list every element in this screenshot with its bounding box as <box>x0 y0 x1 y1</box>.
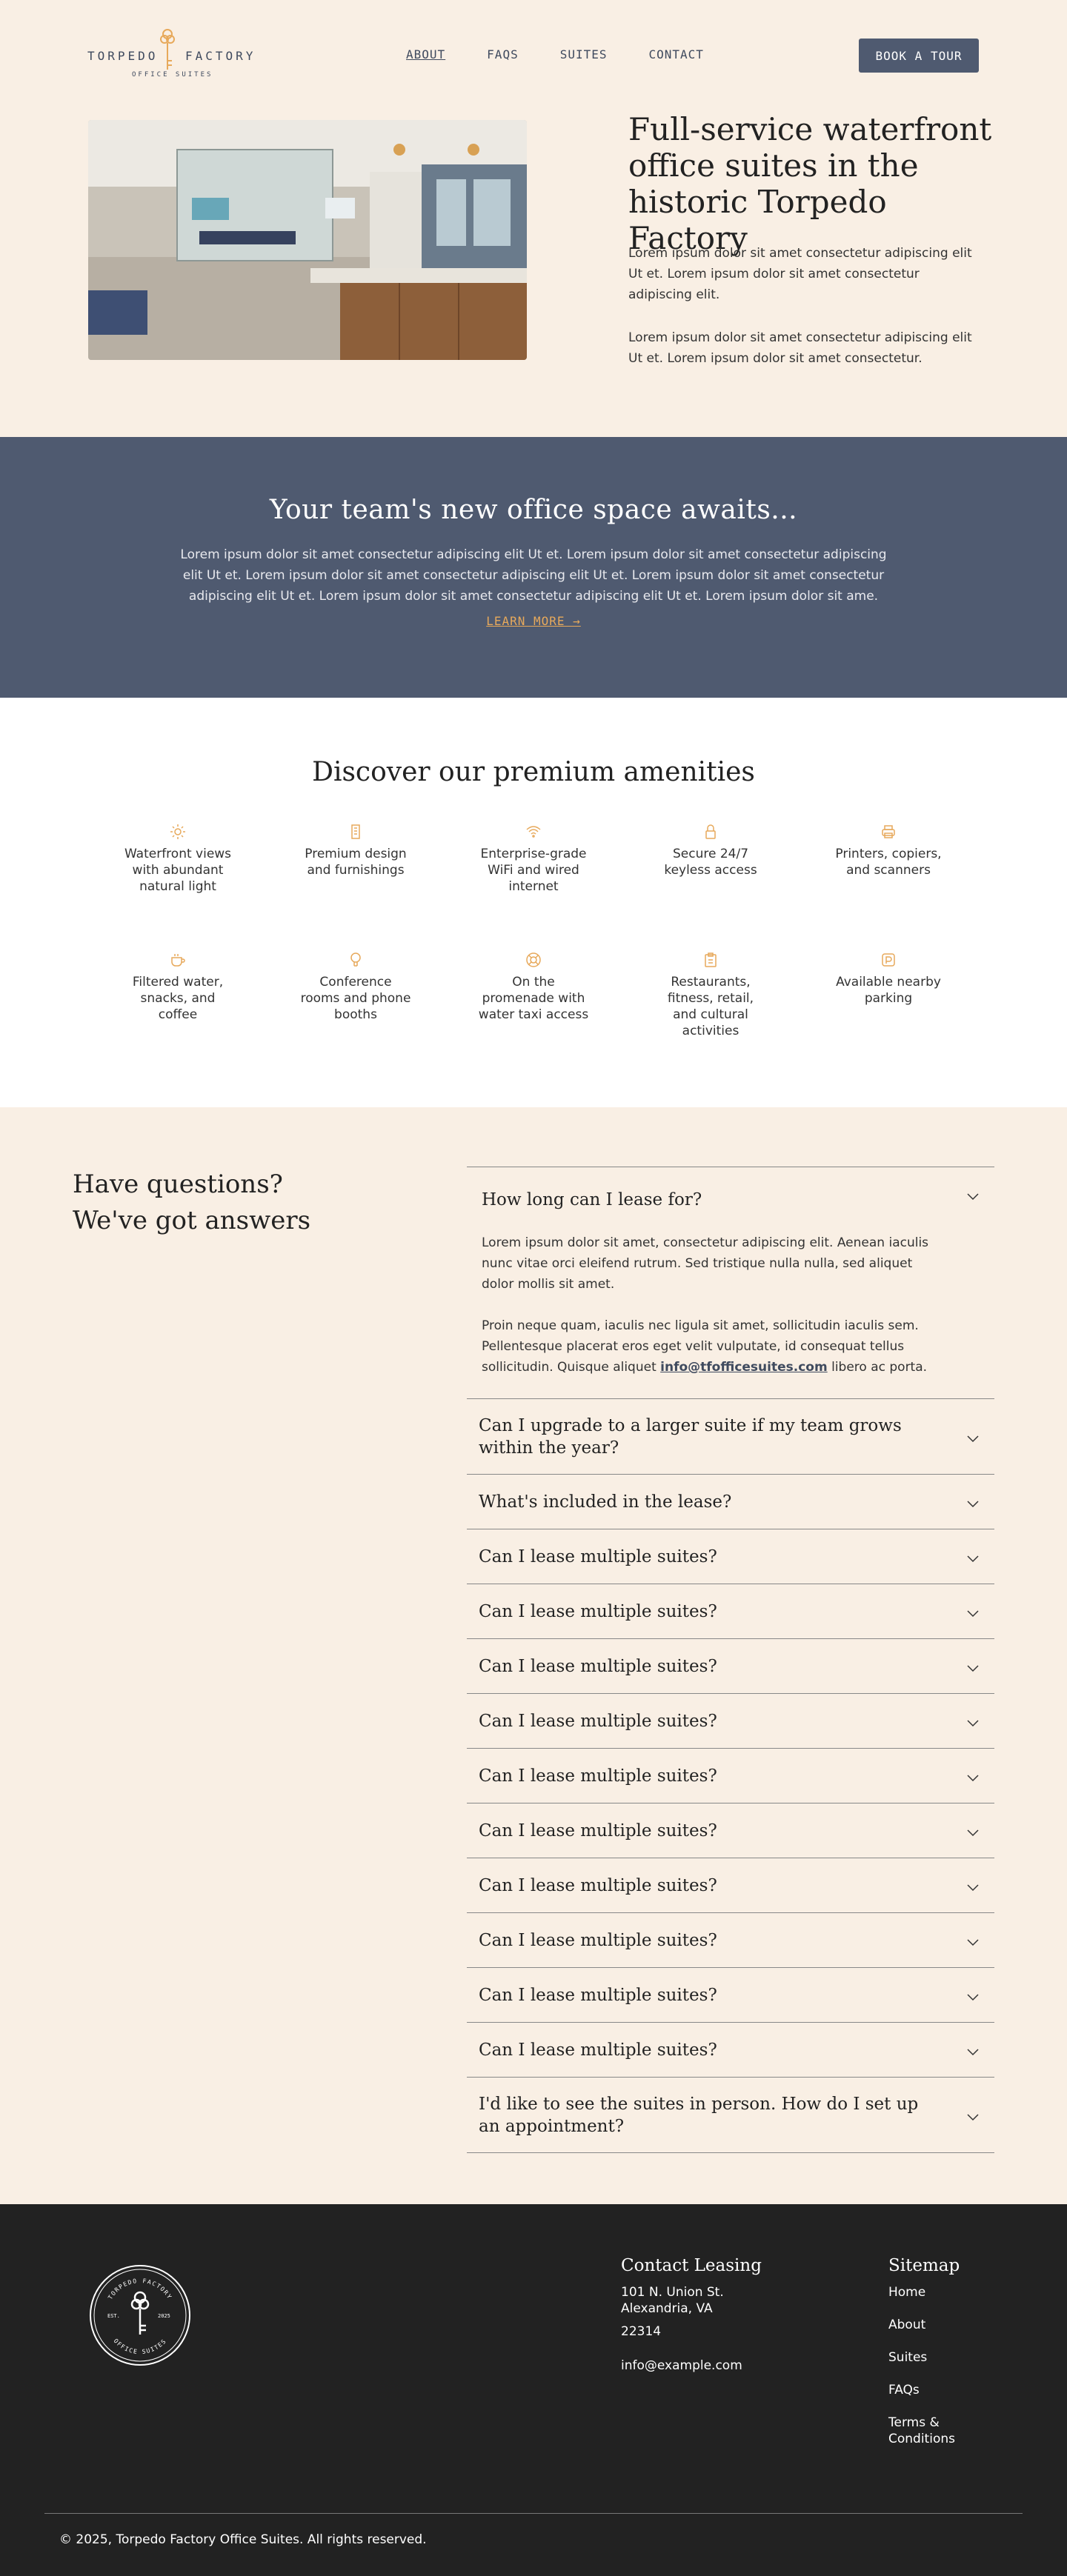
hero-title: Full-service waterfront office suites in the historic Torpedo Factory <box>628 111 992 256</box>
faq-question[interactable]: Can I lease multiple suites? <box>479 1601 717 1621</box>
site-footer <box>0 2204 1067 2576</box>
main-nav <box>406 47 745 61</box>
logo-tagline: OFFICE SUITES <box>132 71 213 79</box>
chevron-down-icon[interactable] <box>966 1609 980 1618</box>
amenity-label: Conference rooms and phone booths <box>300 975 411 1022</box>
sitemap-suites-link[interactable]: Suites <box>888 2350 928 2365</box>
faq-item[interactable] <box>467 1399 994 1475</box>
wifi-icon <box>525 824 542 840</box>
chevron-down-icon[interactable] <box>966 2113 980 2122</box>
sitemap-home-link[interactable]: Home <box>888 2285 926 2300</box>
faq-item[interactable] <box>467 1584 994 1639</box>
chevron-down-icon[interactable] <box>966 1883 980 1892</box>
chevron-down-icon[interactable] <box>966 1774 980 1783</box>
faq-accordion <box>467 1167 994 2153</box>
nav-faqs[interactable]: FAQS <box>487 47 519 61</box>
parking-icon <box>880 952 897 968</box>
amenity-item <box>478 952 589 1023</box>
amenity-label: Restaurants, fitness, retail, and cultural activities <box>667 975 754 1038</box>
chevron-down-icon[interactable] <box>966 1664 980 1673</box>
sitemap-faqs-link[interactable]: FAQs <box>888 2383 920 2398</box>
chevron-down-icon[interactable] <box>966 1555 980 1564</box>
hero-paragraph-2: Lorem ipsum dolor sit amet consectetur adipiscing elit Ut et. Lorem ipsum dolor sit amet consectetur. <box>628 330 972 366</box>
faq-question[interactable]: What's included in the lease? <box>479 1492 732 1512</box>
contact-email[interactable]: info@example.com <box>621 2358 742 2373</box>
svg-text:OFFICE SUITES: OFFICE SUITES <box>112 2338 168 2355</box>
brand-logo[interactable] <box>86 28 261 83</box>
amenities-section <box>0 698 1067 1107</box>
chevron-down-icon[interactable] <box>966 1192 980 1201</box>
faq-question[interactable]: Can I lease multiple suites? <box>479 1821 717 1841</box>
amenity-item <box>655 952 766 1039</box>
faq-title-line-1: Have questions? <box>73 1169 283 1199</box>
amenity-label: Available nearby parking <box>836 975 941 1006</box>
copyright: © 2025, Torpedo Factory Office Suites. All rights reserved. <box>59 2532 427 2547</box>
logo-text-right: FACTORY <box>185 49 256 63</box>
amenities-title: Discover our premium amenities <box>312 757 755 787</box>
faq-item[interactable] <box>467 1694 994 1749</box>
faq-item[interactable] <box>467 1803 994 1858</box>
faq-question[interactable]: Can I upgrade to a larger suite if my team grows within the year? <box>479 1415 902 1458</box>
svg-text:EST.: EST. <box>107 2313 120 2319</box>
chevron-down-icon[interactable] <box>966 1435 980 1444</box>
faq-question[interactable]: Can I lease multiple suites? <box>479 1875 717 1895</box>
sitemap-column <box>888 2256 992 2463</box>
amenity-item <box>300 952 411 1023</box>
sun-icon <box>170 824 186 840</box>
faq-question[interactable]: Can I lease multiple suites? <box>479 1930 717 1950</box>
faq-section <box>0 1107 1067 2204</box>
banner-body: Lorem ipsum dolor sit amet consectetur adipiscing elit Ut et. Lorem ipsum dolor sit amet consectetur adipiscing elit Ut et. Lorem ipsum dolor sit amet consectetur adipiscing elit Ut et. Lorem ipsum dolor sit amet consectetur adipiscing elit Ut et. Lorem ipsum dolor sit amet consectetur adipiscing elit Ut et. Lorem ipsum dolor sit ame. <box>180 547 887 604</box>
faq-item[interactable] <box>467 1749 994 1803</box>
faq-item[interactable] <box>467 1858 994 1913</box>
faq-item[interactable] <box>467 2078 994 2153</box>
coffee-icon <box>170 952 186 968</box>
site-header <box>0 0 1067 111</box>
building-icon <box>348 824 364 840</box>
email-link[interactable]: info@tfofficesuites.com <box>660 1360 828 1375</box>
amenity-item <box>122 824 233 895</box>
faq-title <box>73 1167 325 1239</box>
contact-city: Alexandria, VA <box>621 2301 713 2316</box>
contact-column <box>621 2256 762 2376</box>
amenity-label: Filtered water, snacks, and coffee <box>132 975 224 1022</box>
learn-more-link[interactable]: LEARN MORE → <box>486 614 581 628</box>
amenity-item <box>833 824 944 878</box>
chevron-down-icon[interactable] <box>966 2048 980 2057</box>
office-photo <box>88 120 527 360</box>
faq-question[interactable]: Can I lease multiple suites? <box>479 1546 717 1566</box>
cta-banner <box>0 437 1067 698</box>
nav-suites[interactable]: SUITES <box>559 47 608 61</box>
amenity-item <box>478 824 589 895</box>
faq-question[interactable]: Can I lease multiple suites? <box>479 1656 717 1676</box>
lock-icon <box>702 824 719 840</box>
faq-answer-paragraph-1: Lorem ipsum dolor sit amet, consectetur adipiscing elit. Aenean iaculis nunc vitae orci eleifend rutrum. Sed tristique nulla nulla, sed aliquet dolor mollis sit amet. <box>482 1235 929 1292</box>
lightbulb-icon <box>348 952 364 968</box>
brand-seal-logo[interactable] <box>88 2263 192 2367</box>
faq-question[interactable]: Can I lease multiple suites? <box>479 2040 717 2060</box>
chevron-down-icon[interactable] <box>966 1938 980 1947</box>
logo-text-left: TORPEDO <box>87 49 159 63</box>
chevron-down-icon[interactable] <box>966 1829 980 1838</box>
faq-item-open[interactable] <box>467 1167 994 1399</box>
faq-item[interactable] <box>467 1639 994 1694</box>
nav-about[interactable]: ABOUT <box>406 47 446 61</box>
contact-street: 101 N. Union St. <box>621 2285 724 2300</box>
faq-item[interactable] <box>467 2023 994 2078</box>
amenity-label: Waterfront views with abundant natural light <box>124 847 232 894</box>
amenity-item <box>300 824 411 878</box>
lifebuoy-icon <box>525 952 542 968</box>
amenity-label: Enterprise-grade WiFi and wired internet <box>480 847 587 894</box>
faq-item[interactable] <box>467 1529 994 1584</box>
faq-item[interactable] <box>467 1913 994 1968</box>
footer-divider <box>44 2513 1023 2514</box>
faq-question[interactable]: I'd like to see the suites in person. How do I set up an appointment? <box>479 2094 919 2136</box>
nav-contact[interactable]: CONTACT <box>648 47 704 61</box>
amenity-label: Printers, copiers, and scanners <box>835 847 942 878</box>
amenity-label: On the promenade with water taxi access <box>478 975 589 1022</box>
hero-section <box>0 111 1067 437</box>
chevron-down-icon[interactable] <box>966 1719 980 1728</box>
amenity-label: Premium design and furnishings <box>305 847 407 878</box>
banner-title: Your team's new office space awaits... <box>269 495 798 525</box>
key-icon <box>159 28 176 71</box>
svg-text:TORPEDO FACTORY: TORPEDO FACTORY <box>107 2278 173 2301</box>
faq-question[interactable]: Can I lease multiple suites? <box>479 1711 717 1731</box>
svg-text:2025: 2025 <box>158 2313 170 2319</box>
printer-icon <box>880 824 897 840</box>
faq-question[interactable]: Can I lease multiple suites? <box>479 1985 717 2005</box>
sitemap-terms-link[interactable]: Terms & Conditions <box>888 2415 955 2446</box>
amenity-item <box>655 824 766 878</box>
hero-paragraph-1: Lorem ipsum dolor sit amet consectetur adipiscing elit Ut et. Lorem ipsum dolor sit amet consectetur adipiscing elit. <box>628 246 972 302</box>
book-tour-button[interactable]: BOOK A TOUR <box>859 39 979 73</box>
amenity-label: Secure 24/7 keyless access <box>664 847 757 878</box>
faq-title-line-2: We've got answers <box>73 1206 311 1235</box>
contact-title: Contact Leasing <box>621 2256 762 2275</box>
faq-answer-paragraph-2: Proin neque quam, iaculis nec ligula sit amet, sollicitudin iaculis sem. Pellentesque placerat eros eget velit vulputate, id consequat tellus sollicitudin. Quisque aliquet info@tfofficesuites.com libero ac porta. <box>482 1318 928 1375</box>
amenity-item <box>122 952 233 1023</box>
faq-item[interactable] <box>467 1968 994 2023</box>
amenity-item <box>833 952 944 1007</box>
clipboard-icon <box>702 952 719 968</box>
faq-question[interactable]: How long can I lease for? <box>482 1190 702 1209</box>
faq-answer <box>467 1232 994 1398</box>
sitemap-title: Sitemap <box>888 2256 960 2275</box>
sitemap-about-link[interactable]: About <box>888 2318 926 2332</box>
faq-item[interactable] <box>467 1475 994 1529</box>
chevron-down-icon[interactable] <box>966 1500 980 1509</box>
faq-question[interactable]: Can I lease multiple suites? <box>479 1766 717 1786</box>
contact-zip: 22314 <box>621 2324 662 2339</box>
chevron-down-icon[interactable] <box>966 1993 980 2002</box>
